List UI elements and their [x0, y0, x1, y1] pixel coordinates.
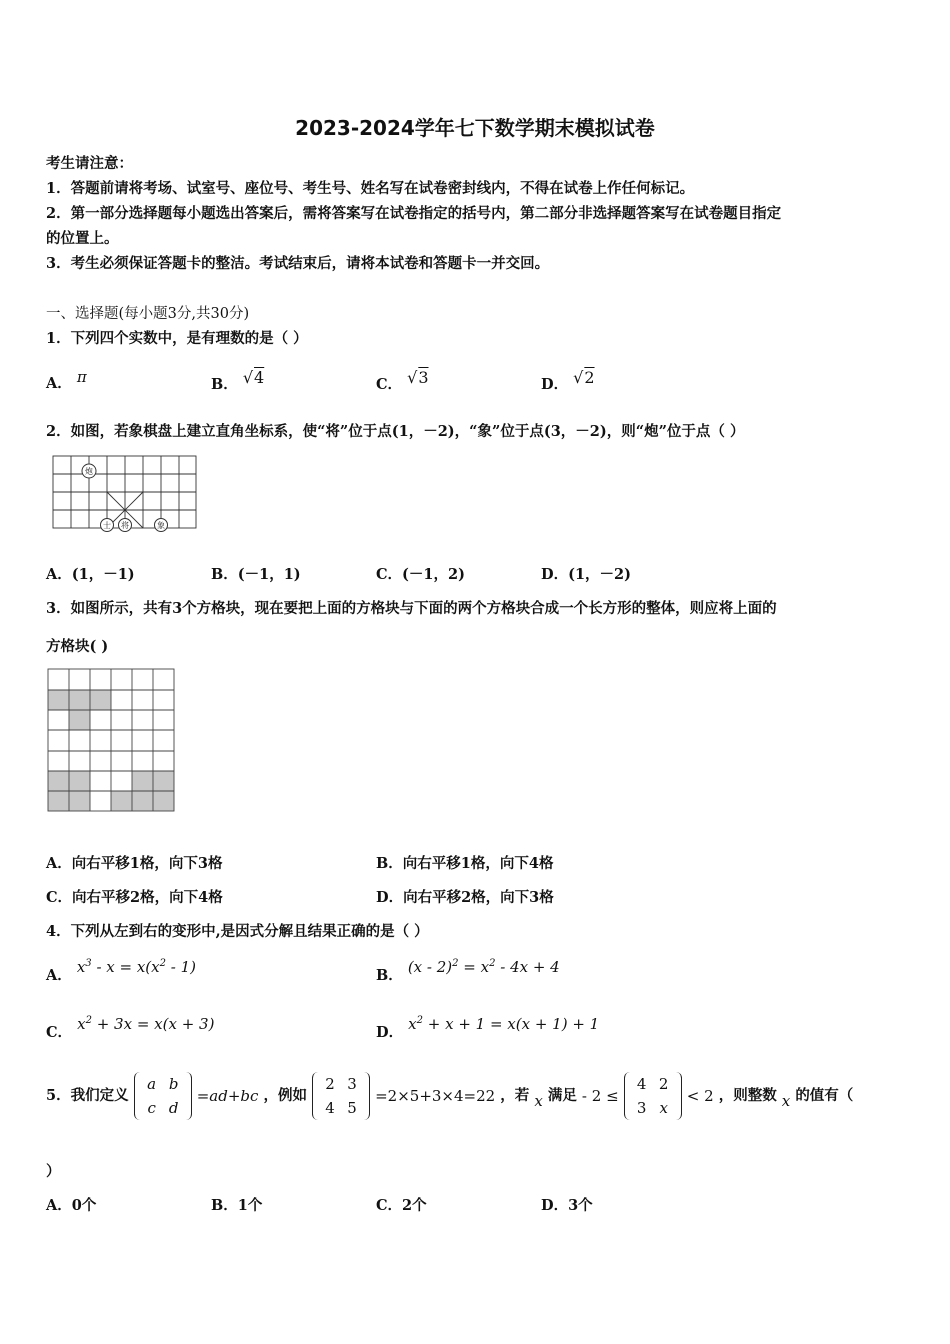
option-label: A．	[46, 375, 72, 392]
question-3-stem: 3．如图所示，共有3个方格块，现在要把上面的方格块与下面的两个方格块合成一个长方形的整体，则应将上面的	[46, 600, 777, 617]
q4-option-a[interactable]: A． $x^3 - x = x(x^2 - 1)$	[46, 958, 196, 984]
q5-option-d[interactable]: D．3个	[541, 1197, 593, 1214]
question-2-stem: 2．如图，若象棋盘上建立直角坐标系，使“将”位于点(1，－2)，“象”位于点(3，－2)，则“炮”位于点（ ）	[46, 423, 745, 440]
piece-jiang: 将	[121, 521, 129, 530]
matrix-example: 2 3 4 5	[312, 1072, 370, 1120]
q3-option-d[interactable]: D．向右平移2格，向下3格	[376, 889, 554, 906]
q2-option-b[interactable]: B．(－1，1)	[211, 566, 301, 583]
grid-figure	[46, 667, 178, 815]
notice-item: 1．答题前请将考场、试室号、座位号、考生号、姓名写在试卷密封线内，不得在试卷上作任何标记。	[46, 180, 695, 197]
question-5-stem: 5．我们定义 a b c d =ad+bc ，例如 2 3 4 5 =2×5+3×4=22 ，若 x 满足 - 2 ≤ 4 2 3 x < 2 ，则整数 x 的值有（	[46, 1072, 853, 1120]
q4-option-b[interactable]: B． $(x - 2)^2 = x^2 - 4x + 4$	[376, 958, 560, 984]
question-4-stem: 4．下列从左到右的变形中,是因式分解且结果正确的是（ ）	[46, 923, 429, 940]
piece-pao: 炮	[85, 467, 93, 476]
q1-option-c[interactable]	[376, 368, 429, 394]
q3-option-b[interactable]: B．向右平移1格，向下4格	[376, 855, 554, 872]
q4-option-d[interactable]: D． $x^2 + x + 1 = x(x + 1) + 1$	[376, 1015, 600, 1041]
q3-option-c[interactable]: C．向右平移2格，向下4格	[46, 889, 223, 906]
q2-option-c[interactable]: C．(－1，2)	[376, 566, 465, 583]
factor-expression: $x^2 + x + 1 = x(x + 1) + 1$	[408, 1015, 600, 1033]
q5-option-b[interactable]: B．1个	[211, 1197, 263, 1214]
option-label: C．	[376, 376, 403, 393]
option-label: B．	[211, 376, 238, 393]
question-1-stem: 1．下列四个实数中，是有理数的是（ ）	[46, 330, 308, 347]
sqrt-expression: √2	[573, 368, 595, 387]
chessboard-figure	[50, 452, 200, 532]
q5-option-c[interactable]: C．2个	[376, 1197, 427, 1214]
q3-option-a[interactable]: A．向右平移1格，向下3格	[46, 855, 223, 872]
q5-option-a[interactable]: A．0个	[46, 1197, 97, 1214]
piece-xiang: 象	[157, 521, 165, 530]
matrix-condition: 4 2 3 x	[624, 1072, 682, 1120]
notice-heading: 考生请注意：	[46, 155, 133, 172]
q2-option-a[interactable]: A．(1，－1)	[46, 566, 135, 583]
piece-shi: 士	[103, 521, 111, 530]
q2-option-d[interactable]: D．(1，－2)	[541, 566, 631, 583]
q1-option-b[interactable]	[211, 368, 264, 394]
factor-expression: $x^3 - x = x(x^2 - 1)$	[76, 958, 196, 976]
factor-expression: $(x - 2)^2 = x^2 - 4x + 4$	[407, 958, 560, 976]
page-title: 2023-2024学年七下数学期末模拟试卷	[295, 116, 655, 140]
sqrt-expression: √4	[242, 368, 265, 387]
q1-option-a[interactable]	[46, 368, 87, 393]
q4-option-c[interactable]: C． $x^2 + 3x = x(x + 3)$	[46, 1015, 215, 1041]
question-3-stem: 方格块( )	[46, 638, 109, 655]
option-label: D．	[541, 376, 569, 393]
notice-item: 3．考生必须保证答题卡的整洁。考试结束后，请将本试卷和答题卡一并交回。	[46, 255, 550, 272]
section-heading: 一、选择题(每小题3分,共30分)	[46, 306, 250, 322]
pi-expression: π	[76, 368, 87, 386]
sqrt-expression: √3	[407, 368, 429, 387]
notice-item: 的位置上。	[46, 230, 119, 247]
q1-option-d[interactable]	[541, 368, 595, 394]
notice-item: 2．第一部分选择题每小题选出答案后，需将答案写在试卷指定的括号内，第二部分非选择题答案写在试卷题目指定	[46, 205, 782, 222]
question-5-close: ）	[46, 1163, 61, 1180]
matrix-definition: a b c d	[134, 1072, 192, 1120]
factor-expression: $x^2 + 3x = x(x + 3)$	[77, 1015, 215, 1033]
